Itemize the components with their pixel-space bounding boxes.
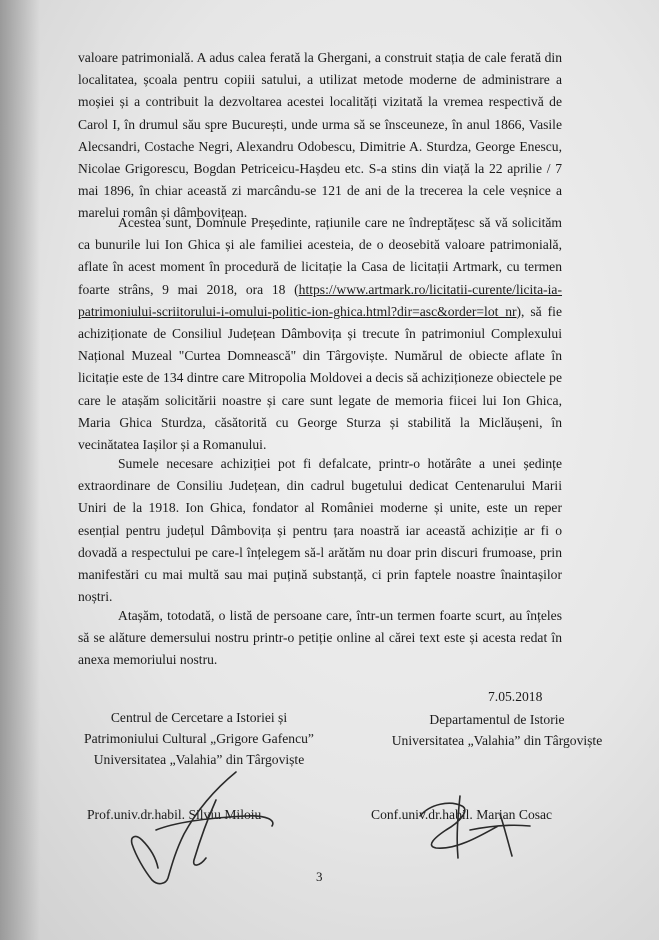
institution-left-line-2: Patrimoniului Cultural „Grigore Gafencu” xyxy=(84,731,314,746)
institution-right xyxy=(362,709,632,751)
paragraph-3-text: Sumele necesare achiziției pot fi defalcate, printr-o hotărâte a unei ședințe extraordinare de Consiliu Județean, din cadrul bugetului dedicat Centenarului Marii Uniri de la 1918. Ion Ghica, fondator al României moderne și unite, este un reper esențial pentru județul Dâmbovița și pentru țara noastră iar această achiziție ar fi o dovadă a respectului pe care-l înțelegem să-l arătăm nu doar prin discuri frumoase, prin manifestări cu mai multă sau mai puțină substanță, ci prin faptele noastre înaintașilor noștri. xyxy=(78,456,562,605)
institution-left-line-3: Universitatea „Valahia” din Târgoviște xyxy=(93,752,305,767)
paragraph-2 xyxy=(78,212,562,456)
document-date: 7.05.2018 xyxy=(488,689,543,704)
institution-right-line-2: Universitatea „Valahia” din Târgoviște xyxy=(391,733,603,748)
paragraph-4 xyxy=(78,605,562,672)
paragraph-2-text xyxy=(78,212,562,456)
signature-left-handwritten xyxy=(96,760,286,890)
artmark-auction-link[interactable]: https://www.artmark.ro/licitatii-curente/licita-ia-patrimoniului-scriitorului-i-omului-politic-ion-ghica.html?dir=asc&order=lot_nr xyxy=(78,281,562,319)
paragraph-1 xyxy=(78,47,562,225)
paragraph-2-rest: ), să fie achiziționate de Consiliul Județean Dâmbovița și trecute în patrimoniul Complexului Național Muzeal "Curtea Domnească" din Târgoviște. Numărul de obiecte aflate în licitație este de 134 dintre care Mitropolia Moldovei a decis să achiziționeze obiectele pe care le atașăm solicitării noastre și care sunt legate de memoria fiicei lui Ion Ghica, Maria Ghica Sturdza, căsătorită cu George Sturza și stabilită la Miclăușeni, în vecinătatea Iașilor și a Romanului. xyxy=(78,303,562,453)
paragraph-3 xyxy=(78,453,562,608)
institution-left-line-1: Centrul de Cercetare a Istoriei și xyxy=(110,710,288,725)
signature-right-handwritten xyxy=(400,786,540,866)
institution-right-line-1: Departamentul de Istorie xyxy=(429,712,565,727)
page-number: 3 xyxy=(316,869,323,884)
paragraph-4-text: Atașăm, totodată, o listă de persoane care, într-un termen foarte scurt, au înțeles să se alăture demersului nostru printr-o petiție online al cărei text este și acesta redat în anexa memoriului nostru. xyxy=(78,608,562,668)
signatory-left-name: Prof.univ.dr.habil. Silviu Miloiu xyxy=(87,807,262,822)
paragraph-1-text: valoare patrimonială. A adus calea ferată la Ghergani, a construit stația de cale ferată din localitatea, școala pentru copiii satului, a utilizat metode moderne de administrare a moșiei și a contribuit la dezvoltarea acestei localități vizitată la vremea respectivă de Carol I, în drumul său spre București, unde urma să se însceuneze, în anul 1866, Vasile Alecsandri, Costache Negri, Alexandru Odobescu, Dimitrie A. Sturdza, George Enescu, Nicolae Grigorescu, Bogdan Petriceicu-Hașdeu etc. S-a stins din viață la 22 aprilie / 7 mai 1896, în chiar această zi marcându-se 121 de ani de la trecerea la cele veșnice a marelui român și dâmbovițean. xyxy=(78,50,562,221)
paragraph-2-intro: Acestea sunt, Domnule Președinte, rațiunile care ne îndreptățesc să vă solicităm ca bunurile lui Ion Ghica și ale familiei acesteia, de o deosebită valoare patrimonială, aflate în acest moment în procedură de licitație la Casa de licitații Artmark, cu termen foarte strâns, 9 mai 2018, ora 18 ( xyxy=(78,215,562,297)
signatory-right-name: Conf.univ.dr.habil. Marian Cosac xyxy=(371,807,553,822)
